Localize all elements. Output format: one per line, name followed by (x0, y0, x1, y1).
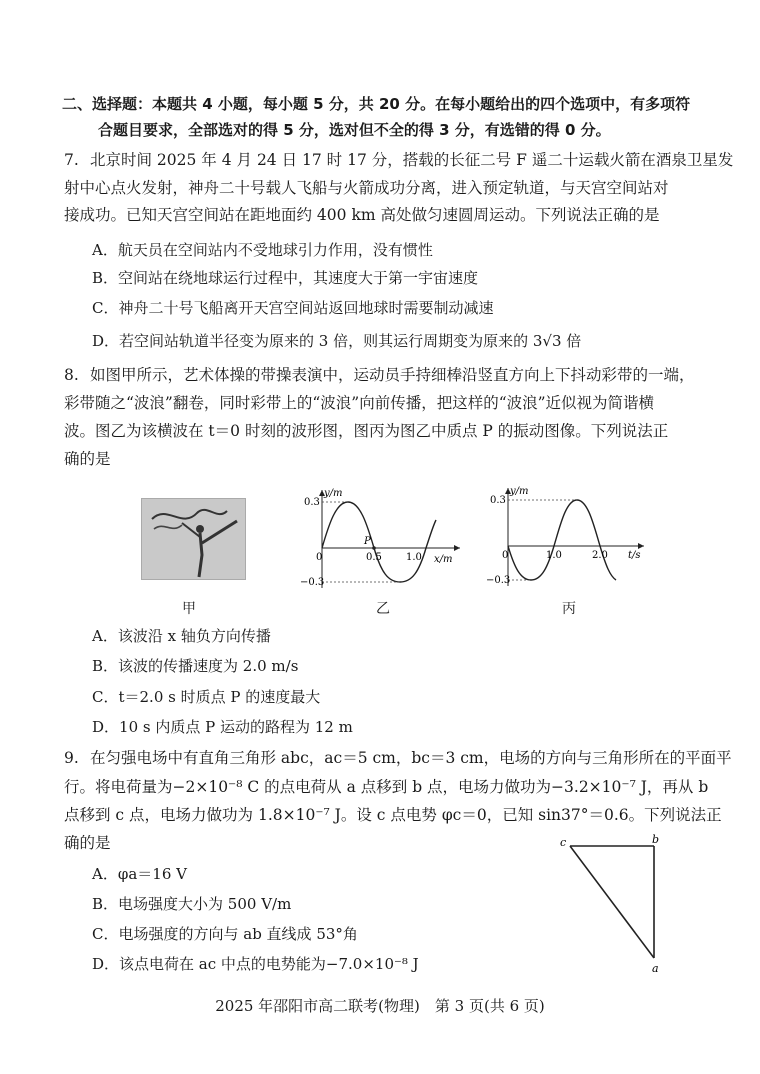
bing-ylabel: y/m (510, 486, 529, 497)
triangle-vertex-c: c (560, 836, 567, 849)
q9-option-c: C．电场强度的方向与 ab 直线成 53°角 (92, 925, 358, 943)
q8-line-3: 波。图乙为该横波在 t＝0 时刻的波形图，图丙为图乙中质点 P 的振动图像。下列说法正 (64, 422, 669, 440)
yi-origin: 0 (316, 552, 323, 563)
triangle-vertex-b: b (652, 834, 660, 846)
q8-line-1: 如图甲所示，艺术体操的带操表演中，运动员手持细棒沿竖直方向上下抖动彩带的一端， (90, 366, 695, 384)
bing-vibration-curve (508, 500, 616, 580)
q9-line-1: 在匀强电场中有直角三角形 abc，ac＝5 cm，bc＝3 cm，电场的方向与三角形所在的平面平 (90, 749, 732, 767)
figure-yi-wave-graph (300, 484, 470, 594)
page-footer: 2025 年邵阳市高二联考(物理) 第 3 页(共 6 页) (215, 997, 545, 1015)
yi-ymin-label: −0.3 (300, 577, 325, 588)
q9-line-4: 确的是 (64, 834, 111, 852)
q7-line-1: 北京时间 2025 年 4 月 24 日 17 时 17 分，搭载的长征二号 F 遥二十运载火箭在酒泉卫星发 (90, 151, 734, 169)
q8-option-b: B．该波的传播速度为 2.0 m/s (92, 657, 299, 675)
triangle-vertex-a: a (652, 962, 659, 975)
section-header-line2: 合题目要求，全部选对的得 5 分，选对但不全的得 3 分，有选错的得 0 分。 (98, 121, 611, 139)
q7-option-b: B．空间站在绕地球运行过程中，其速度大于第一宇宙速度 (92, 269, 479, 287)
q9-option-d: D．该点电荷在 ac 中点的电势能为−7.0×10⁻⁸ J (92, 955, 419, 973)
q9-option-b: B．电场强度大小为 500 V/m (92, 895, 292, 913)
bing-ymax-label: 0.3 (490, 495, 506, 506)
figure-jia-caption: 甲 (182, 601, 196, 617)
yi-wave-curve (322, 502, 436, 582)
bing-tick-2-0: 2.0 (592, 550, 608, 561)
figure-triangle-abc (556, 834, 676, 976)
q7-option-c: C．神舟二十号飞船离开天宫空间站返回地球时需要制动减速 (92, 299, 494, 317)
yi-ymax-label: 0.3 (304, 497, 320, 508)
yi-point-p (372, 546, 376, 550)
figure-jia-photo (141, 498, 246, 580)
figure-yi-caption: 乙 (376, 601, 390, 617)
yi-ylabel: y/m (324, 488, 343, 499)
q9-line-2: 行。将电荷量为−2×10⁻⁸ C 的点电荷从 a 点移到 b 点，电场力做功为−3.2×10⁻⁷ J，再从 b (64, 778, 709, 796)
q9-line-3: 点移到 c 点，电场力做功为 1.8×10⁻⁷ J。设 c 点电势 φc＝0，已知 sin37°＝0.6。下列说法正 (64, 806, 722, 824)
q7-line-2: 射中心点火发射，神舟二十号载人飞船与火箭成功分离，进入预定轨道，与天宫空间站对 (64, 179, 669, 197)
yi-tick-0-5: 0.5 (366, 552, 382, 563)
bing-tick-1-0: 1.0 (546, 550, 562, 561)
bing-origin: 0 (502, 550, 509, 561)
bing-ymin-label: −0.3 (486, 575, 511, 586)
figure-bing-vibration-graph (484, 482, 654, 592)
q8-line-4: 确的是 (64, 450, 111, 468)
yi-xlabel: x/m (434, 554, 453, 565)
q8-number: 8. (64, 366, 79, 384)
q7-number: 7. (64, 151, 79, 169)
section-header-line1: 二、选择题：本题共 4 小题，每小题 5 分，共 20 分。在每小题给出的四个选项中，有多项符 (62, 95, 691, 113)
bing-xlabel: t/s (628, 550, 641, 561)
q8-option-c: C．t＝2.0 s 时质点 P 的速度最大 (92, 688, 321, 706)
q8-option-a: A．该波沿 x 轴负方向传播 (92, 627, 271, 645)
q7-option-a: A．航天员在空间站内不受地球引力作用，没有惯性 (92, 241, 433, 259)
q8-option-d: D．10 s 内质点 P 运动的路程为 12 m (92, 718, 353, 736)
yi-point-p-label: P (364, 536, 371, 547)
yi-tick-1-0: 1.0 (406, 552, 422, 563)
q8-line-2: 彩带随之“波浪”翻卷，同时彩带上的“波浪”向前传播，把这样的“波浪”近似视为简谐横 (64, 394, 655, 412)
figure-bing-caption: 丙 (562, 601, 576, 617)
q9-number: 9. (64, 749, 79, 767)
q9-option-a: A．φa＝16 V (92, 865, 187, 883)
q7-option-d: D．若空间站轨道半径变为原来的 3 倍，则其运行周期变为原来的 3√3 倍 (92, 332, 582, 350)
gymnast-image (142, 499, 245, 579)
q7-line-3: 接成功。已知天宫空间站在距地面约 400 km 高处做匀速圆周运动。下列说法正确的是 (64, 206, 660, 224)
triangle-side-ca (570, 846, 654, 958)
